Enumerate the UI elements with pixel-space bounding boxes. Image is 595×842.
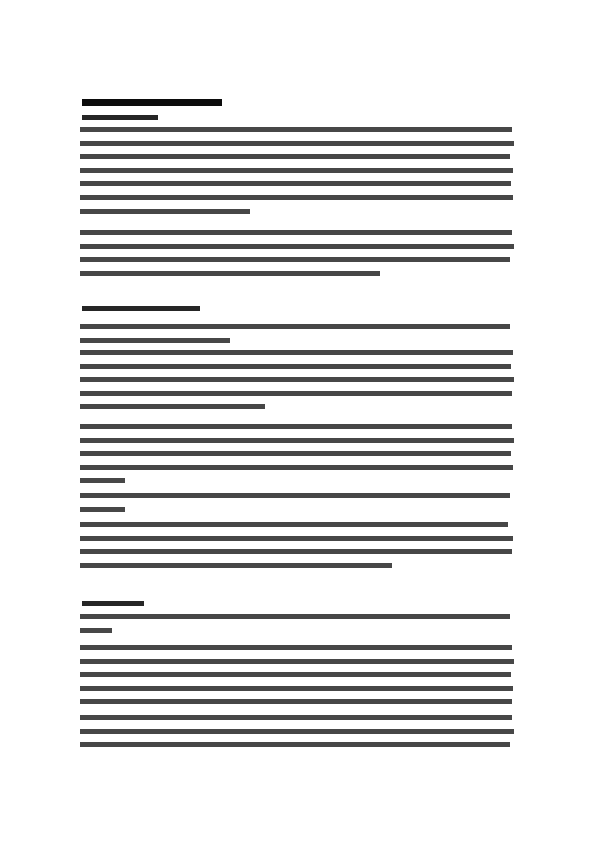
text-line bbox=[80, 563, 392, 568]
text-line bbox=[80, 699, 512, 704]
text-line bbox=[80, 493, 510, 498]
section-2-paragraph-3 bbox=[80, 424, 518, 483]
text-line bbox=[80, 377, 514, 382]
text-line bbox=[80, 195, 513, 200]
text-line bbox=[80, 549, 512, 554]
text-line bbox=[80, 404, 265, 409]
section-2-heading-text bbox=[82, 311, 83, 312]
section-2-heading bbox=[82, 305, 200, 312]
text-line bbox=[80, 451, 511, 456]
text-line bbox=[80, 672, 511, 677]
text-line bbox=[80, 614, 510, 619]
section-1-heading-text bbox=[82, 120, 83, 121]
text-line bbox=[80, 181, 511, 186]
text-line bbox=[80, 230, 512, 235]
text-line bbox=[80, 127, 512, 132]
text-line bbox=[80, 141, 514, 146]
text-line bbox=[80, 324, 510, 329]
section-3-paragraph-2 bbox=[80, 645, 518, 704]
section-3-paragraph-3 bbox=[80, 715, 518, 747]
text-line bbox=[80, 271, 380, 276]
section-3-paragraph-1 bbox=[80, 614, 518, 633]
text-line bbox=[80, 742, 510, 747]
section-2-paragraph-2 bbox=[80, 350, 518, 409]
text-line bbox=[80, 478, 125, 483]
section-3-heading-text bbox=[82, 606, 83, 607]
text-line bbox=[80, 438, 514, 443]
section-1-paragraph-2 bbox=[80, 230, 518, 276]
text-line bbox=[80, 686, 513, 691]
text-line bbox=[80, 209, 250, 214]
document-title bbox=[82, 98, 222, 106]
text-line bbox=[80, 729, 514, 734]
text-line bbox=[80, 522, 508, 527]
text-line bbox=[80, 391, 512, 396]
text-line bbox=[80, 338, 230, 343]
text-line bbox=[80, 350, 513, 355]
text-line bbox=[80, 628, 112, 633]
text-line bbox=[80, 507, 125, 512]
text-line bbox=[80, 536, 513, 541]
text-line bbox=[80, 154, 510, 159]
section-2-heading-block bbox=[82, 306, 200, 311]
text-line bbox=[80, 645, 512, 650]
text-line bbox=[80, 364, 511, 369]
text-line bbox=[80, 257, 510, 262]
text-line bbox=[80, 465, 513, 470]
title-text-block bbox=[82, 99, 222, 106]
text-line bbox=[80, 424, 512, 429]
section-1-paragraph-1 bbox=[80, 127, 518, 214]
text-line bbox=[80, 168, 513, 173]
text-line bbox=[80, 715, 512, 720]
section-2-paragraph-1 bbox=[80, 324, 518, 343]
section-3-heading bbox=[82, 600, 144, 607]
section-1-heading bbox=[82, 114, 158, 121]
section-1-heading-block bbox=[82, 115, 158, 120]
section-2-paragraph-4 bbox=[80, 493, 518, 512]
section-2-paragraph-5 bbox=[80, 522, 518, 568]
text-line bbox=[80, 659, 514, 664]
text-line bbox=[80, 244, 514, 249]
section-3-heading-block bbox=[82, 601, 144, 606]
